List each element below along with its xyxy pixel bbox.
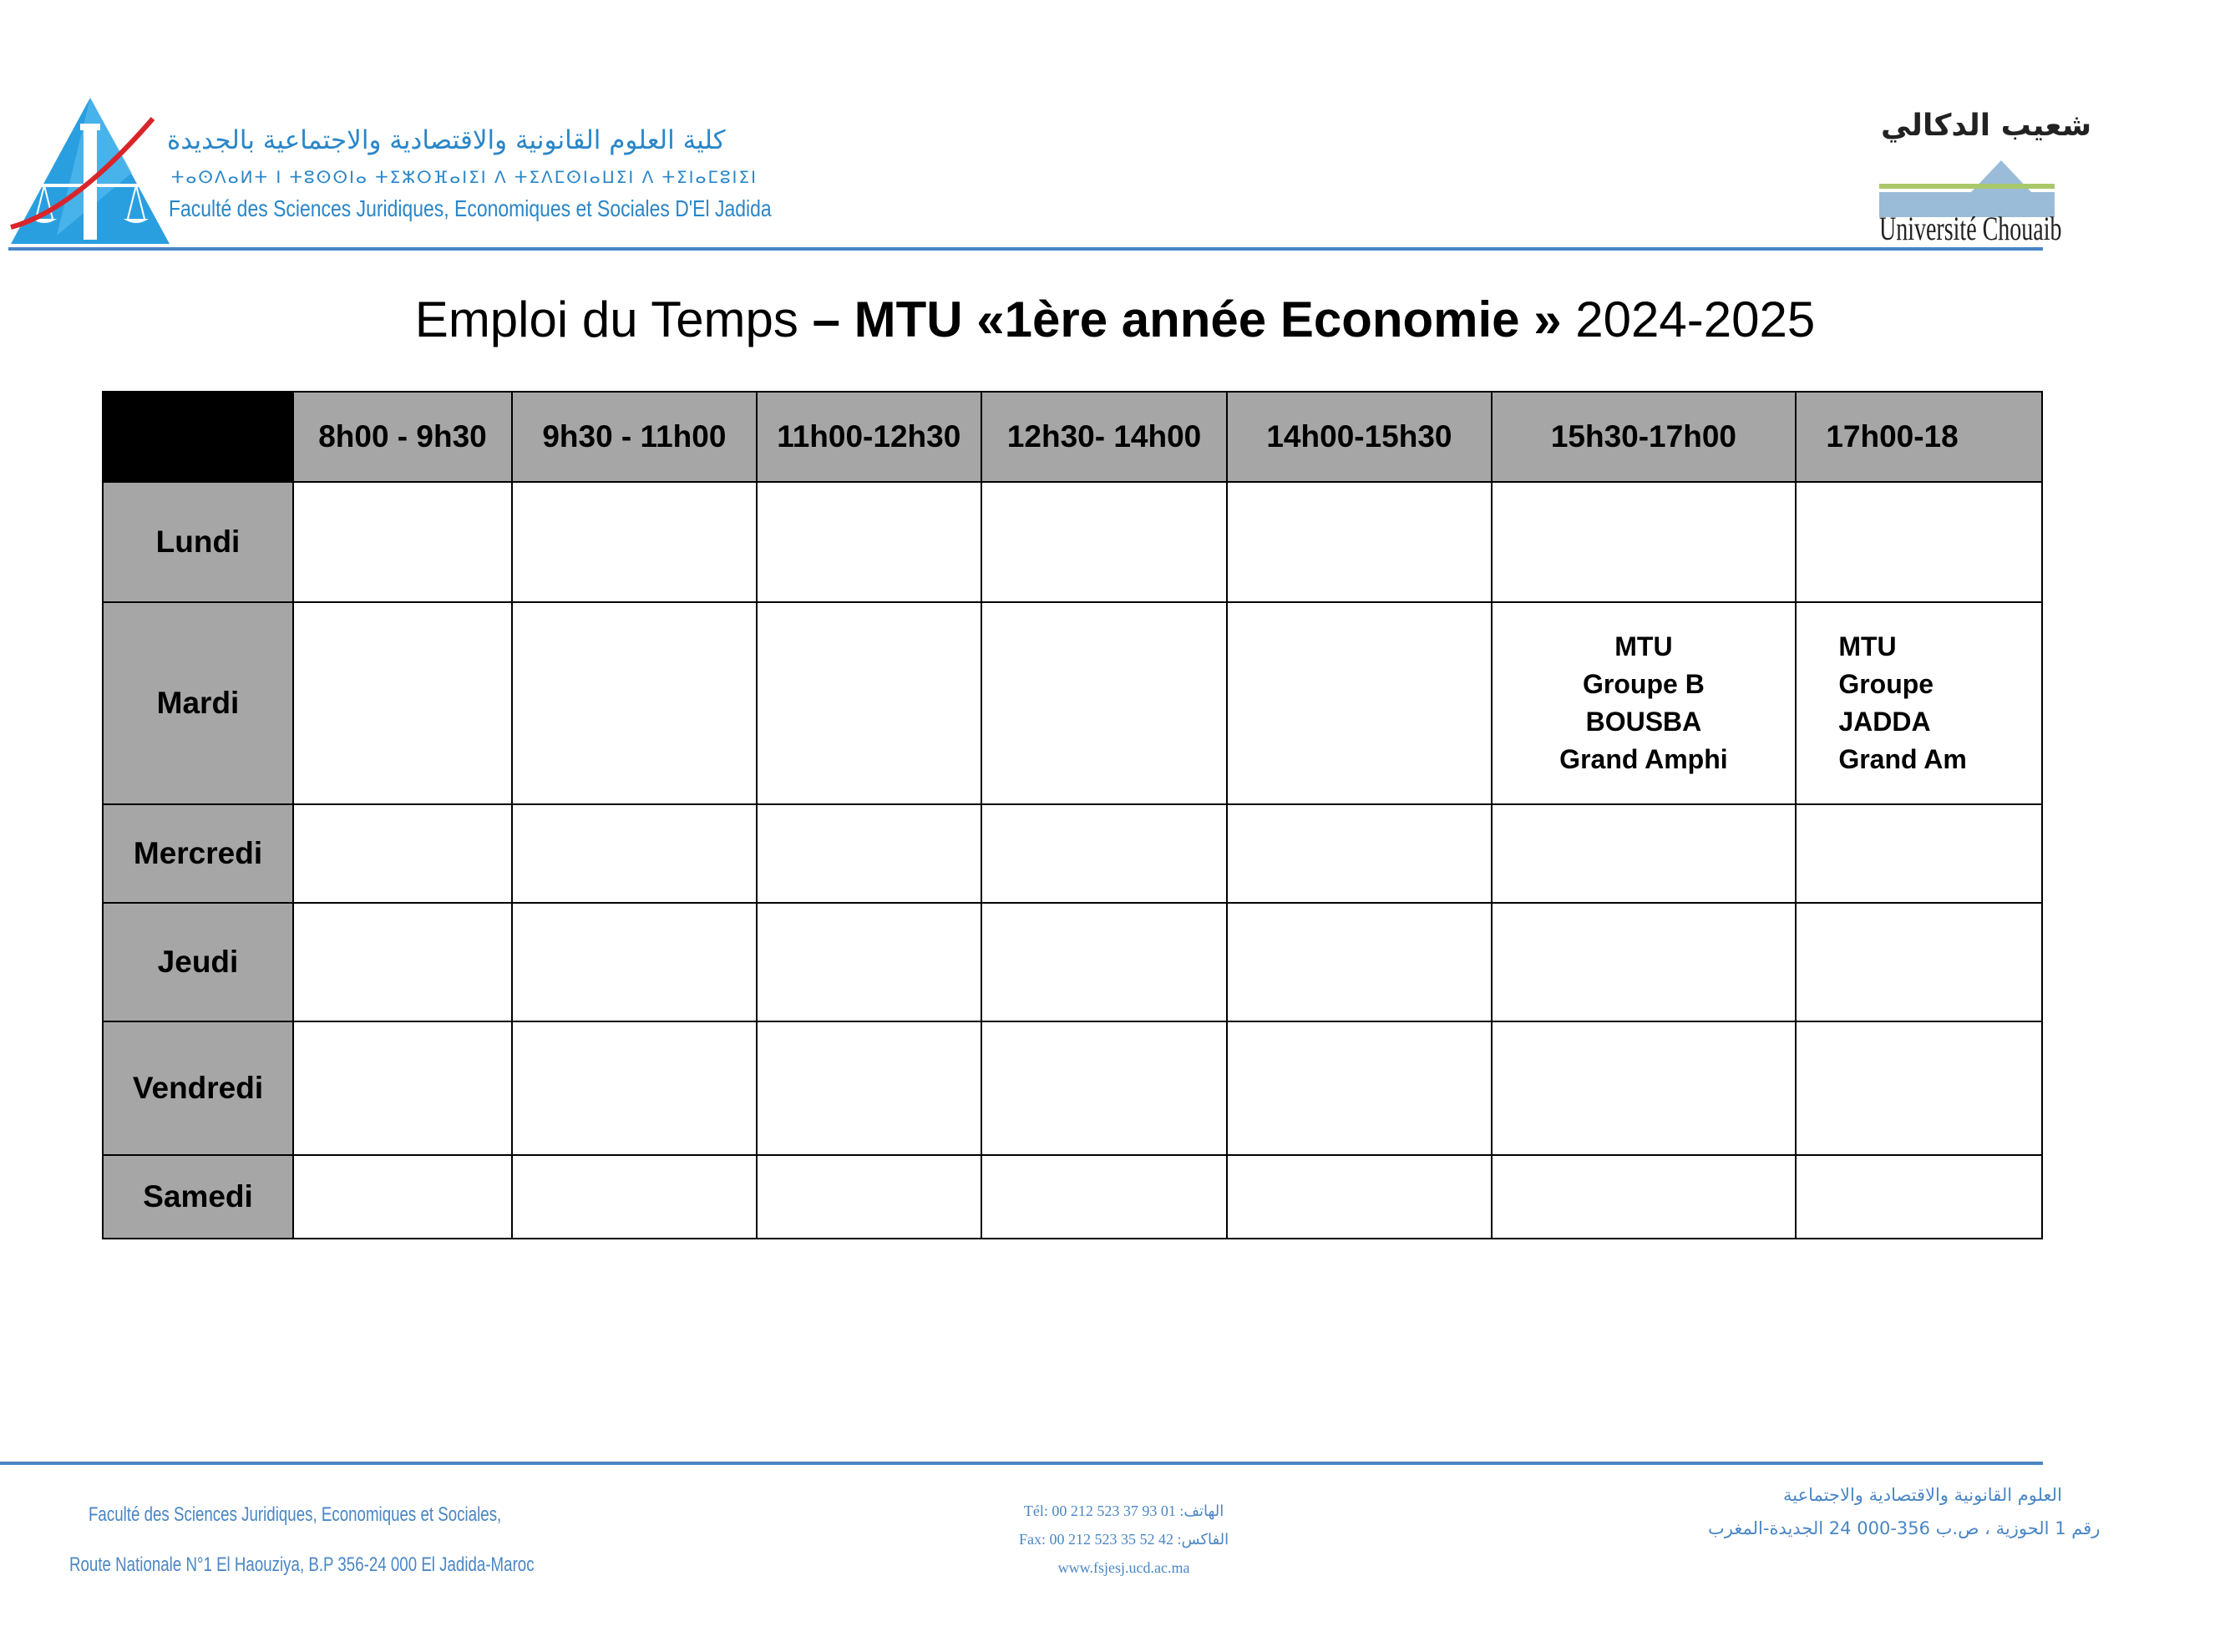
- time-slot-header: 12h30- 14h00: [981, 392, 1228, 482]
- footer-address-line2: Route Nationale N°1 El Haouziya, B.P 356-24 000 El Jadida-Maroc: [69, 1553, 535, 1576]
- timetable-cell: [1796, 1021, 2042, 1155]
- timetable-cell: [512, 1021, 757, 1155]
- timetable-cell: [1227, 903, 1491, 1021]
- timetable-cell: [981, 482, 1228, 602]
- timetable-cell: [1227, 1021, 1491, 1155]
- footer-arabic-line1: العلوم القانونية والاقتصادية والاجتماعية: [1783, 1485, 2062, 1505]
- timetable-cell: [1492, 804, 1797, 903]
- university-logo: [1871, 100, 2092, 251]
- page-title: [0, 291, 2230, 348]
- timetable-cell: [757, 482, 981, 602]
- footer-website: www.fsjesj.ucd.ac.ma: [1057, 1559, 1190, 1576]
- timetable: [102, 391, 2043, 1239]
- time-slot-header: 9h30 - 11h00: [512, 392, 757, 482]
- timetable-cell: [293, 1021, 512, 1155]
- timetable-cell: [1227, 602, 1491, 804]
- timetable-cell: [1227, 804, 1491, 903]
- timetable-cell: [512, 804, 757, 903]
- timetable-cell: [1492, 1021, 1797, 1155]
- day-label: Lundi: [103, 482, 293, 602]
- day-label: Mercredi: [103, 804, 293, 903]
- title-suffix: 2024-2025: [1561, 291, 1816, 347]
- day-label: Samedi: [103, 1155, 293, 1239]
- timetable-cell: [1227, 482, 1491, 602]
- footer-tel: Tél: 00 212 523 37 93 01 :الهاتف: [1023, 1503, 1224, 1519]
- title-bold: – MTU «1ère année Economie »: [812, 291, 1562, 347]
- timetable-cell: [293, 903, 512, 1021]
- timetable-cell: [512, 903, 757, 1021]
- faculty-name-tifinagh: ⵜⴰⵙⴷⴰⵍⵜ ⵏ ⵜⵓⵙⵙⵏⴰ ⵜⵉⵣⵔⴼⴰⵏⵉⵏ ⴷ ⵜⵉⴷⵎⵙⵏⴰⵡⵉⵏ ⴷ ⵜⵉⵏⴰⵎⵓⵏⵉⵏ: [171, 167, 758, 187]
- corner-cell: [103, 392, 293, 482]
- footer-divider: [0, 1462, 2043, 1465]
- timetable-cell: [981, 1155, 1228, 1239]
- timetable-row: [103, 482, 2042, 602]
- timetable-cell: [512, 482, 757, 602]
- cell-line: MTU: [1614, 631, 1673, 661]
- footer-address-line1: Faculté des Sciences Juridiques, Economiques et Sociales,: [89, 1503, 502, 1526]
- timetable-cell: [1492, 482, 1797, 602]
- timetable-cell: [757, 1155, 981, 1239]
- timetable-cell: [1227, 1155, 1491, 1239]
- title-prefix: Emploi du Temps: [414, 291, 813, 347]
- cell-line: JADDA: [1838, 707, 1931, 737]
- time-slot-header: 14h00-15h30: [1227, 392, 1491, 482]
- day-label: Mardi: [103, 602, 293, 804]
- timetable-cell: [1492, 602, 1797, 804]
- time-slot-header: 15h30-17h00: [1492, 392, 1797, 482]
- day-label: Jeudi: [103, 903, 293, 1021]
- logo-green-bar: [1879, 184, 2055, 189]
- cell-line: BOUSBA: [1585, 707, 1702, 737]
- footer-arabic-line2: رقم 1 الحوزية ، ص.ب 356-000 24 الجديدة-المغرب: [1708, 1518, 2101, 1538]
- timetable-cell: [293, 804, 512, 903]
- timetable-cell: [757, 1021, 981, 1155]
- timetable-cell: [1796, 482, 2042, 602]
- timetable-cell: [981, 804, 1228, 903]
- timetable-cell: [1796, 1155, 2042, 1239]
- timetable-row: [103, 602, 2042, 804]
- time-slot-header: 8h00 - 9h30: [293, 392, 512, 482]
- timetable-row: [103, 1021, 2042, 1155]
- timetable-cell: [512, 602, 757, 804]
- day-label: Vendredi: [103, 1021, 293, 1155]
- timetable-cell: [757, 903, 981, 1021]
- cell-line: Grand Amphi: [1559, 744, 1728, 774]
- timetable-cell: [981, 903, 1228, 1021]
- faculty-name-arabic: كلية العلوم القانونية والاقتصادية والاجتماعية بالجديدة: [167, 125, 726, 155]
- faculty-logo-icon: [7, 94, 174, 248]
- time-slot-header: 11h00-12h30: [757, 392, 981, 482]
- footer-contact: [1019, 1497, 1229, 1582]
- header-divider: [8, 247, 2043, 251]
- timetable-cell: [757, 804, 981, 903]
- timetable-cell: [293, 1155, 512, 1239]
- cell-line: Groupe: [1838, 669, 1934, 699]
- footer-fax: Fax: 00 212 523 35 52 42 :الفاكس: [1019, 1531, 1229, 1548]
- timetable-row: [103, 1155, 2042, 1239]
- timetable-cell: [981, 1021, 1228, 1155]
- university-name-arabic: شعيب الدكالي: [1881, 109, 2092, 143]
- timetable-cell: [512, 1155, 757, 1239]
- timetable-row: [103, 804, 2042, 903]
- timetable-cell: [293, 482, 512, 602]
- timetable-cell: [1796, 903, 2042, 1021]
- timetable-cell: [757, 602, 981, 804]
- university-name-french: Université Chouaib: [1879, 210, 2062, 247]
- timetable-cell: [293, 602, 512, 804]
- timetable-cell: [1796, 804, 2042, 903]
- timetable-header-row: [103, 392, 2042, 482]
- timetable-cell: [1492, 1155, 1797, 1239]
- timetable-cell: [1796, 602, 2042, 804]
- faculty-name-french: Faculté des Sciences Juridiques, Economiques et Sociales D'El Jadida: [169, 195, 772, 221]
- time-slot-header: 17h00-18: [1796, 392, 2042, 482]
- cell-line: MTU: [1838, 631, 1897, 661]
- timetable-cell: [981, 602, 1228, 804]
- cell-line: Grand Am: [1838, 744, 1967, 774]
- timetable-cell: [1492, 903, 1797, 1021]
- timetable-row: [103, 903, 2042, 1021]
- cell-line: Groupe B: [1583, 669, 1705, 699]
